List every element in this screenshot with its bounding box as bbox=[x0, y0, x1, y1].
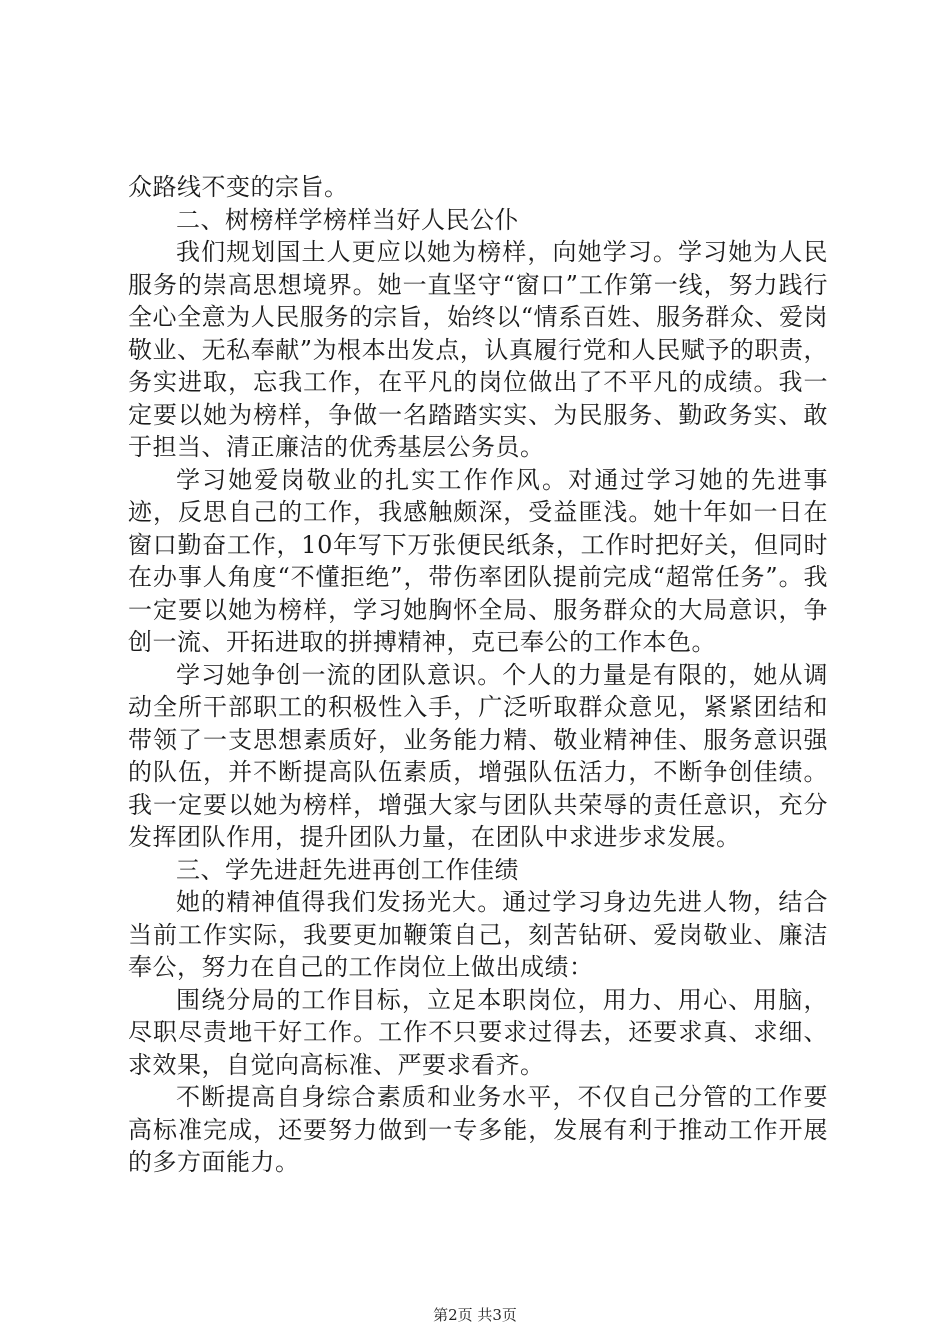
page-footer: 第2页 共3页 bbox=[433, 1306, 517, 1324]
paragraph: 学习她爱岗敬业的扎实工作作风。对通过学习她的先进事迹，反思自己的工作，我感触颇深，受益匪浅。她十年如一日在窗口勤奋工作，10年写下万张便民纸条，工作时把好关，但同时在办事人角度“不懂拒绝”，带伤率团队提前完成“超常任务”。我一定要以她为榜样，学习她胸怀全局、服务群众的大局意识，争创一流、开拓进取的拼搏精神，克已奉公的工作本色。 bbox=[128, 465, 828, 656]
paragraph: 围绕分局的工作目标，立足本职岗位，用力、用心、用脑，尽职尽责地干好工作。工作不只要求过得去，还要求真、求细、求效果，自觉向高标准、严要求看齐。 bbox=[128, 985, 828, 1079]
document-body bbox=[128, 171, 828, 1179]
section-heading-3: 三、学先进赶先进再创工作佳绩 bbox=[176, 855, 519, 884]
paragraph: 我们规划国土人更应以她为榜样，向她学习。学习她为人民服务的崇高思想境界。她一直坚守“窗口”工作第一线，努力践行全心全意为人民服务的宗旨，始终以“情系百姓、服务群众、爱岗敬业、无私奉献”为根本出发点，认真履行党和人民赋予的职责，务实进取，忘我工作，在平凡的岗位做出了不平凡的成绩。我一定要以她为榜样，争做一名踏踏实实、为民服务、勤政务实、敢于担当、清正廉洁的优秀基层公务员。 bbox=[128, 238, 828, 461]
paragraph-continuation: 众路线不变的宗旨。 bbox=[128, 173, 349, 201]
section-heading-2: 二、树榜样学榜样当好人民公仆 bbox=[176, 205, 519, 234]
paragraph: 不断提高自身综合素质和业务水平，不仅自己分管的工作要高标准完成，还要努力做到一专多能，发展有利于推动工作开展的多方面能力。 bbox=[128, 1083, 828, 1176]
paragraph: 学习她争创一流的团队意识。个人的力量是有限的，她从调动全所干部职工的积极性入手，广泛听取群众意见，紧紧团结和带领了一支思想素质好，业务能力精、敬业精神佳、服务意识强的队伍，并不断提高队伍素质，增强队伍活力，不断争创佳绩。我一定要以她为榜样，增强大家与团队共荣辱的责任意识，充分发挥团队作用，提升团队力量，在团队中求进步求发展。 bbox=[128, 660, 828, 851]
paragraph: 她的精神值得我们发扬光大。通过学习身边先进人物，结合当前工作实际，我要更加鞭策自己，刻苦钻研、爱岗敬业、廉洁奉公，努力在自己的工作岗位上做出成绩： bbox=[128, 888, 828, 981]
